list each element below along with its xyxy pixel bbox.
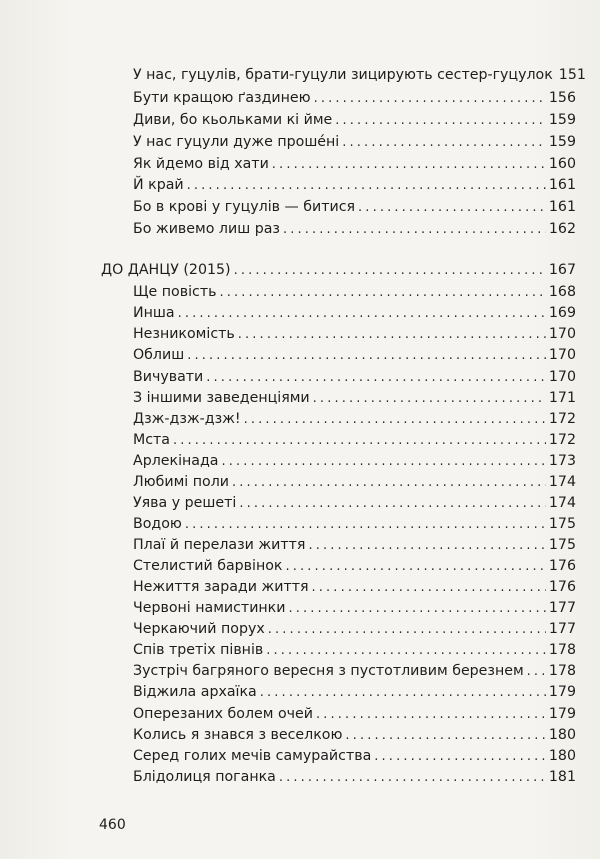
toc-entry-page: 177	[548, 600, 576, 616]
toc-entry	[133, 196, 576, 218]
toc-entry	[133, 597, 576, 619]
toc-entry	[133, 87, 576, 109]
toc-entry	[133, 724, 576, 746]
toc-entry-title: Черкаючий порух	[133, 621, 265, 637]
toc-entry-page: 176	[548, 558, 576, 574]
toc-entry-title: Червоні намистинки	[133, 600, 286, 616]
toc-entry-title: Облиш	[133, 347, 185, 363]
toc-entry-title: Серед голих мечів самурайства	[133, 748, 372, 764]
toc-entry-page: 172	[548, 411, 576, 427]
toc-entry-title: Любимі поли	[133, 474, 229, 490]
toc-entry-page: 169	[548, 305, 576, 321]
toc-entry	[133, 681, 576, 703]
dot-leader	[313, 388, 546, 410]
toc-entry-page: 170	[548, 347, 576, 363]
toc-entry	[133, 555, 576, 577]
toc-entry	[133, 387, 576, 409]
toc-entry	[133, 534, 576, 556]
toc-entry-title: Уява у решеті	[133, 495, 237, 511]
toc-entry-title: Блідолиця поганка	[133, 769, 276, 785]
toc-entry-title: Спів третіх півнів	[133, 642, 264, 658]
toc-entry-page: 161	[548, 199, 576, 215]
toc-entry-title: Плаї й перелази життя	[133, 537, 306, 553]
dot-leader	[527, 661, 546, 683]
toc-entry-title: Незникомість	[133, 326, 235, 342]
toc-entry-page: 175	[548, 537, 576, 553]
toc-entry-page: 151	[558, 67, 586, 83]
dot-leader	[272, 154, 546, 176]
toc-entry-page: 174	[548, 474, 576, 490]
toc-entry	[133, 408, 576, 430]
toc-entry-title: Дзж-дзж-дзж!	[133, 411, 241, 427]
toc-entry-title: Віджила архаїка	[133, 684, 257, 700]
dot-leader	[232, 472, 546, 494]
toc-entry	[133, 618, 576, 640]
toc-entry-page: 175	[548, 516, 576, 532]
toc-entry-page: 178	[548, 642, 576, 658]
toc-entry-title: Й край	[133, 177, 184, 193]
toc-section-page: 167	[548, 262, 576, 278]
toc-entry-title: Бо живемо лиш раз	[133, 221, 280, 237]
toc-entry	[133, 576, 576, 598]
dot-leader	[260, 682, 546, 704]
toc-entry-page: 174	[548, 495, 576, 511]
dot-leader	[187, 345, 546, 367]
toc-entry	[133, 745, 576, 767]
toc-entry	[133, 660, 576, 682]
toc-entry-title: Бути кращою ґаздинею	[133, 90, 311, 106]
toc-entry-title: Колись я знався з веселкою	[133, 727, 343, 743]
dot-leader	[266, 640, 546, 662]
toc-entry-title: Ще повість	[133, 284, 217, 300]
dot-leader	[206, 367, 546, 389]
toc-entry	[133, 131, 576, 153]
toc-entry-title: Инша	[133, 305, 175, 321]
dot-leader	[187, 175, 546, 197]
dot-leader	[374, 746, 546, 768]
toc-entry-page: 159	[548, 134, 576, 150]
toc-section	[101, 259, 576, 281]
toc-entry	[133, 323, 576, 345]
toc-entry	[133, 513, 576, 535]
toc-entry	[133, 218, 576, 240]
dot-leader	[239, 493, 546, 515]
toc-entry-page: 168	[548, 284, 576, 300]
dot-leader	[173, 430, 546, 452]
toc-entry-title: З іншими заведенціями	[133, 390, 310, 406]
dot-leader	[308, 535, 545, 557]
toc-entry-title: Зустріч багряного вересня з пустотливим березнем	[133, 663, 524, 679]
toc-entry-page: 171	[548, 390, 576, 406]
dot-leader	[234, 260, 546, 282]
toc-entry-page: 179	[548, 684, 576, 700]
toc-entry-title: Стелистий барвінок	[133, 558, 283, 574]
toc-entry	[133, 344, 576, 366]
toc-entry-page: 180	[548, 727, 576, 743]
dot-leader	[342, 132, 546, 154]
toc-entry-page: 159	[548, 112, 576, 128]
toc-entry	[133, 302, 576, 324]
toc-entry-title: Бо в крові у гуцулів — битися	[133, 199, 356, 215]
toc-entry	[133, 64, 586, 86]
toc-entry-title: Оперезаних болем очей	[133, 706, 313, 722]
toc-entry-title: Вичувати	[133, 369, 204, 385]
dot-leader	[279, 767, 546, 789]
dot-leader	[283, 219, 546, 241]
toc-entry-page: 156	[548, 90, 576, 106]
toc-entry-page: 178	[548, 663, 576, 679]
toc-entry-page: 177	[548, 621, 576, 637]
toc-entry-title: Нежиття заради життя	[133, 579, 309, 595]
toc-entry-title: У нас, гуцулів, брати-гуцули зицирують сестер-гуцулок	[133, 67, 553, 83]
dot-leader	[314, 88, 546, 110]
toc-entry	[133, 366, 576, 388]
dot-leader	[288, 598, 545, 620]
toc-entry-title: Арлекінада	[133, 453, 219, 469]
dot-leader	[312, 577, 546, 599]
toc-entry	[133, 429, 576, 451]
dot-leader	[335, 110, 546, 132]
toc-entry-page: 161	[548, 177, 576, 193]
dot-leader	[316, 704, 546, 726]
toc-entry	[133, 639, 576, 661]
toc-entry	[133, 766, 576, 788]
dot-leader	[178, 303, 546, 325]
toc-entry	[133, 109, 576, 131]
toc-entry	[133, 174, 576, 196]
toc-entry	[133, 281, 576, 303]
dot-leader	[358, 197, 546, 219]
toc-entry-title: Водою	[133, 516, 182, 532]
page-number: 460	[99, 817, 126, 833]
dot-leader	[345, 725, 545, 747]
toc-entry-title: Диви, бо кьольками кі йме	[133, 112, 333, 128]
toc-entry-page: 170	[548, 369, 576, 385]
toc-section-title: ДО ДАНЦУ (2015)	[101, 262, 231, 278]
toc-entry	[133, 450, 576, 472]
dot-leader	[219, 282, 545, 304]
toc-entry-page: 173	[548, 453, 576, 469]
toc-entry-page: 162	[548, 221, 576, 237]
toc-entry-title: Як йдемо від хати	[133, 156, 269, 172]
dot-leader	[268, 619, 546, 641]
dot-leader	[285, 556, 545, 578]
dot-leader	[222, 451, 546, 473]
dot-leader	[238, 324, 546, 346]
toc-entry-page: 176	[548, 579, 576, 595]
toc-entry-page: 170	[548, 326, 576, 342]
toc-entry-page: 172	[548, 432, 576, 448]
dot-leader	[185, 514, 546, 536]
toc-entry	[133, 153, 576, 175]
toc-entry-page: 160	[548, 156, 576, 172]
toc-entry	[133, 492, 576, 514]
toc-entry-page: 181	[548, 769, 576, 785]
toc-entry-title: Мста	[133, 432, 170, 448]
dot-leader	[244, 409, 546, 431]
toc-entry-title: У нас гуцули дуже прошéні	[133, 134, 340, 150]
toc-entry-page: 180	[548, 748, 576, 764]
toc-entry	[133, 703, 576, 725]
toc-entry	[133, 471, 576, 493]
toc-entry-page: 179	[548, 706, 576, 722]
